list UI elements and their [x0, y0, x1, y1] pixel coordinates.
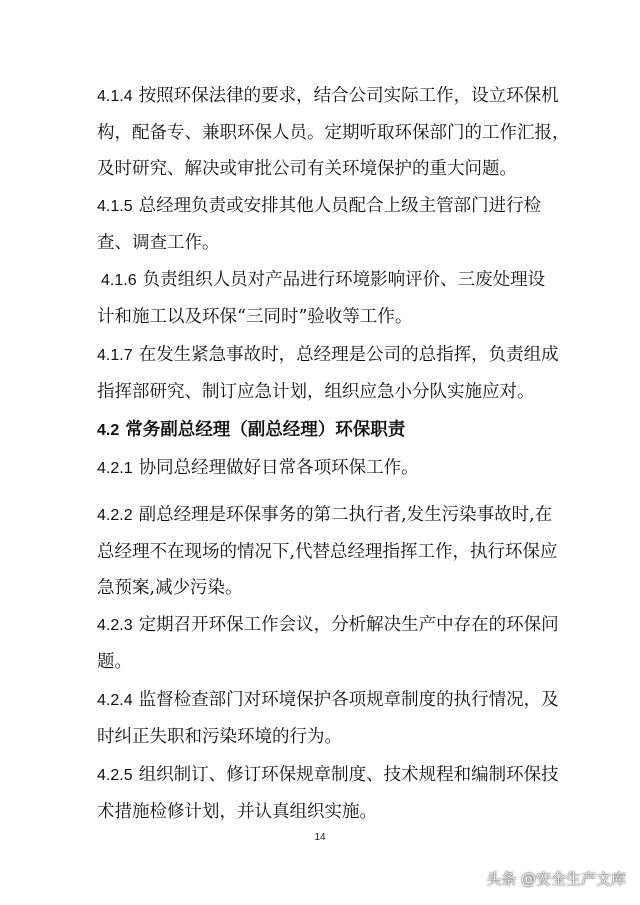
paragraph-line: 术措施检修计划，并认真组织实施。 [97, 802, 377, 822]
page-number: 14 [314, 832, 326, 843]
paragraph-4-2-2 [97, 497, 557, 606]
paragraph-line: 总经理不在现场的情况下,代替总经理指挥工作，执行环保应 [97, 542, 558, 562]
paragraph-line: 负责组织人员对产品进行环境影响评价、三废处理设 [142, 270, 546, 290]
paragraph-4-2-5 [97, 757, 557, 830]
paragraph-4-1-4 [97, 78, 570, 187]
paragraph-line: 在发生紧急事故时，总经理是公司的总指挥，负责组成 [138, 345, 559, 365]
paragraph-line: 组织制订、修订环保规章制度、技术规程和编制环保技 [138, 765, 559, 785]
paragraph-4-2-3 [97, 607, 557, 680]
paragraph-line: 监督检查部门对环境保护各项规章制度的执行情况，及 [138, 690, 559, 710]
clause-number: 4.2.1 [97, 460, 133, 477]
clause-number: 4.1.5 [97, 198, 133, 215]
paragraph-4-2-4 [97, 682, 557, 755]
clause-number: 4.2.2 [97, 507, 133, 524]
section-title: 常务副总经理（副总经理）环保职责 [125, 420, 406, 440]
paragraph-line: 按照环保法律的要求，结合公司实际工作，设立环保机 [138, 86, 559, 106]
paragraph-line: 查、调查工作。 [97, 233, 220, 253]
paragraph-line: 总经理负责或安排其他人员配合上级主管部门进行检 [138, 196, 542, 216]
section-number: 4.2 [97, 422, 120, 439]
paragraph-line: 时纠正失职和污染环境的行为。 [97, 727, 342, 747]
paragraph-line: 题。 [97, 652, 132, 672]
clause-number: 4.2.4 [97, 692, 133, 709]
paragraph-line: 指挥部研究、制订应急计划，组织应急小分队实施应对。 [97, 382, 535, 402]
paragraph-4-1-5 [97, 188, 557, 261]
clause-number: 4.1.4 [97, 88, 133, 105]
section-heading-4-2 [97, 412, 557, 449]
paragraph-line: 构，配备专、兼职环保人员。定期听取环保部门的工作汇报， [97, 123, 570, 143]
clause-number: 4.2.5 [97, 767, 133, 784]
clause-number: 4.1.7 [97, 347, 133, 364]
paragraph-4-1-6 [97, 262, 561, 335]
paragraph-line: 协同总经理做好日常各项环保工作。 [138, 458, 419, 478]
paragraph-line: 急预案,减少污染。 [97, 578, 243, 598]
paragraph-line: 计和施工以及环保“三同时”验收等工作。 [97, 307, 413, 327]
clause-number: 4.2.3 [97, 617, 133, 634]
source-watermark: 头条 @安全生产文库 [486, 870, 626, 888]
paragraph-4-1-7 [97, 337, 557, 410]
clause-number: 4.1.6 [101, 272, 137, 289]
paragraph-4-2-1 [97, 450, 557, 487]
paragraph-line: 副总经理是环保事务的第二执行者,发生污染事故时,在 [138, 505, 553, 525]
paragraph-line: 定期召开环保工作会议，分析解决生产中存在的环保问 [138, 615, 559, 635]
paragraph-line: 及时研究、解决或审批公司有关环境保护的重大问题。 [97, 159, 517, 179]
